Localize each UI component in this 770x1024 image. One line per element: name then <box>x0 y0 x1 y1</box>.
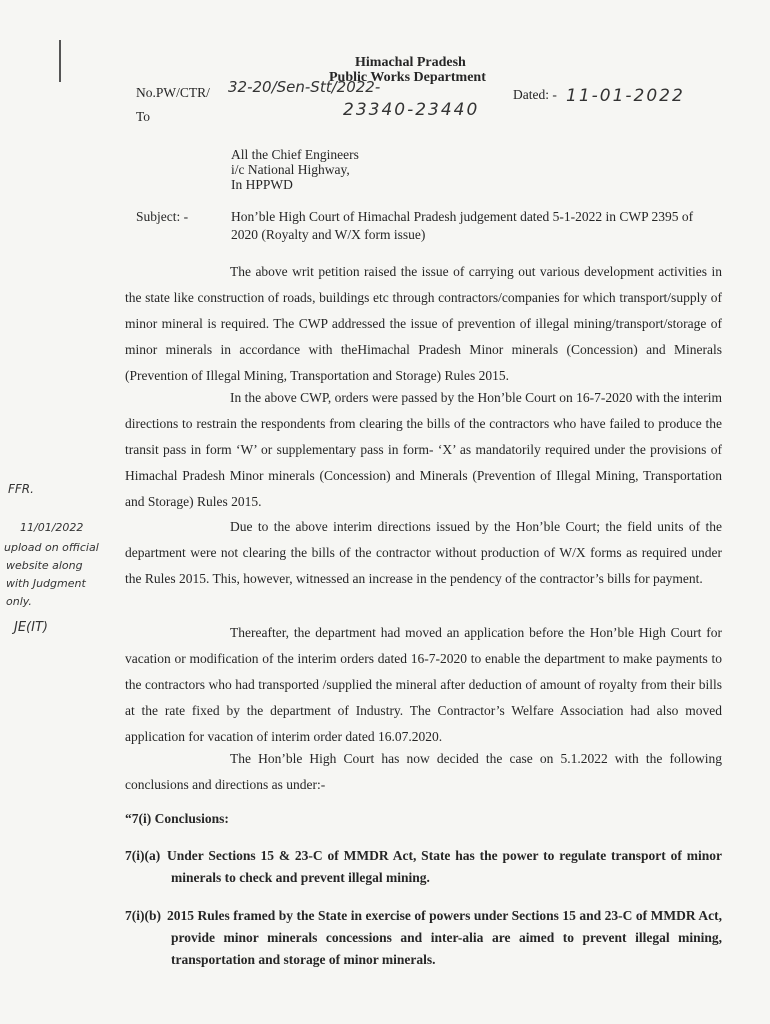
org-name: Himachal Pradesh <box>355 55 466 70</box>
margin-note-line3: upload on official <box>4 541 99 554</box>
margin-note-line5: with Judgment <box>6 577 86 590</box>
margin-note-line6: only. <box>6 595 32 608</box>
subject-line2: 2020 (Royalty and W/X form issue) <box>231 227 426 242</box>
paragraph-4: Thereafter, the department had moved an application before the Hon’ble High Court for vacation or modification of the interim orders dated 16-7-2020 to enable the department to make payments to the contractors who had transported /supplied the mineral after deduction of amount of royalty from their bills at the rate fixed by the department of Industry. The Contractor’s Welfare Association had also moved application for vacation of interim order dated 16.07.2020. <box>125 625 722 744</box>
to-label: To <box>136 109 151 124</box>
subject-label: Subject: - <box>136 209 189 224</box>
reference-prefix: No.PW/CTR/ <box>136 85 210 100</box>
paragraph-2: In the above CWP, orders were passed by the Hon’ble Court on 16-7-2020 with the interim directions to restrain the respondents from clearing the bills of the contractors who have failed to produce the transit pass in form ‘W’ or supplementary pass in form- ‘X’ as mandatorily required under the provisions of Himachal Pradesh Minor minerals (Concession) and Minerals (Prevention of Illegal Mining, Transportation and Storage) Rules 2015. <box>125 390 722 509</box>
subject-line1: Hon’ble High Court of Himachal Pradesh judgement dated 5-1-2022 in CWP 2395 of <box>231 209 694 224</box>
conclusion-text: 2015 Rules framed by the State in exercise of powers under Sections 15 and 23-C of MMDR Act, provide minor minerals concessions and inter-alia are aimed to prevent illegal mining, transportation and storage of minor minerals. <box>167 908 722 967</box>
paragraph-3: Due to the above interim directions issued by the Hon’ble Court; the field units of the department were not clearing the bills of the contractor without production of W/X forms as required under the Rules 2015. This, however, witnessed an increase in the pendency of the contractor’s bills for payment. <box>125 519 722 586</box>
org-department: Public Works Department <box>329 70 486 85</box>
margin-note-line7: JE(IT) <box>14 620 48 635</box>
margin-note-line2: 11/01/2022 <box>20 521 84 534</box>
addressee-line1: All the Chief Engineers <box>231 147 359 162</box>
reference-handwritten: 32-20/Sen-Stt/2022- <box>228 78 381 96</box>
margin-note-line1: FFR. <box>8 482 34 496</box>
dated-handwritten: 11-01-2022 <box>566 86 685 106</box>
addressee-line3: In HPPWD <box>231 177 293 192</box>
conclusion-number: 7(i)(b) <box>125 908 161 923</box>
conclusion-item <box>125 845 722 889</box>
conclusions-heading: “7(i) Conclusions: <box>125 811 229 826</box>
conclusion-text: Under Sections 15 & 23-C of MMDR Act, State has the power to regulate transport of minor minerals to check and prevent illegal mining. <box>167 848 722 885</box>
conclusion-item <box>125 905 722 971</box>
paragraph-5: The Hon’ble High Court has now decided the case on 5.1.2022 with the following conclusions and directions as under:- <box>125 751 722 792</box>
conclusion-number: 7(i)(a) <box>125 848 161 863</box>
margin-note-line4: website along <box>6 559 83 572</box>
dated-label: Dated: - <box>513 87 557 102</box>
addressee-line2: i/c National Highway, <box>231 162 350 177</box>
reference-numbers-handwritten: 23340-23440 <box>343 100 480 120</box>
binding-mark <box>59 40 61 82</box>
paragraph-1: The above writ petition raised the issue of carrying out various development activities in the state like construction of roads, buildings etc through contractors/companies for which transport/supply of minor mineral is required. The CWP addressed the issue of prevention of illegal mining/transport/storage of minor minerals in accordance with theHimachal Pradesh Minor minerals (Concession) and Minerals (Prevention of Illegal Mining, Transportation and Storage) Rules 2015. <box>125 264 722 383</box>
